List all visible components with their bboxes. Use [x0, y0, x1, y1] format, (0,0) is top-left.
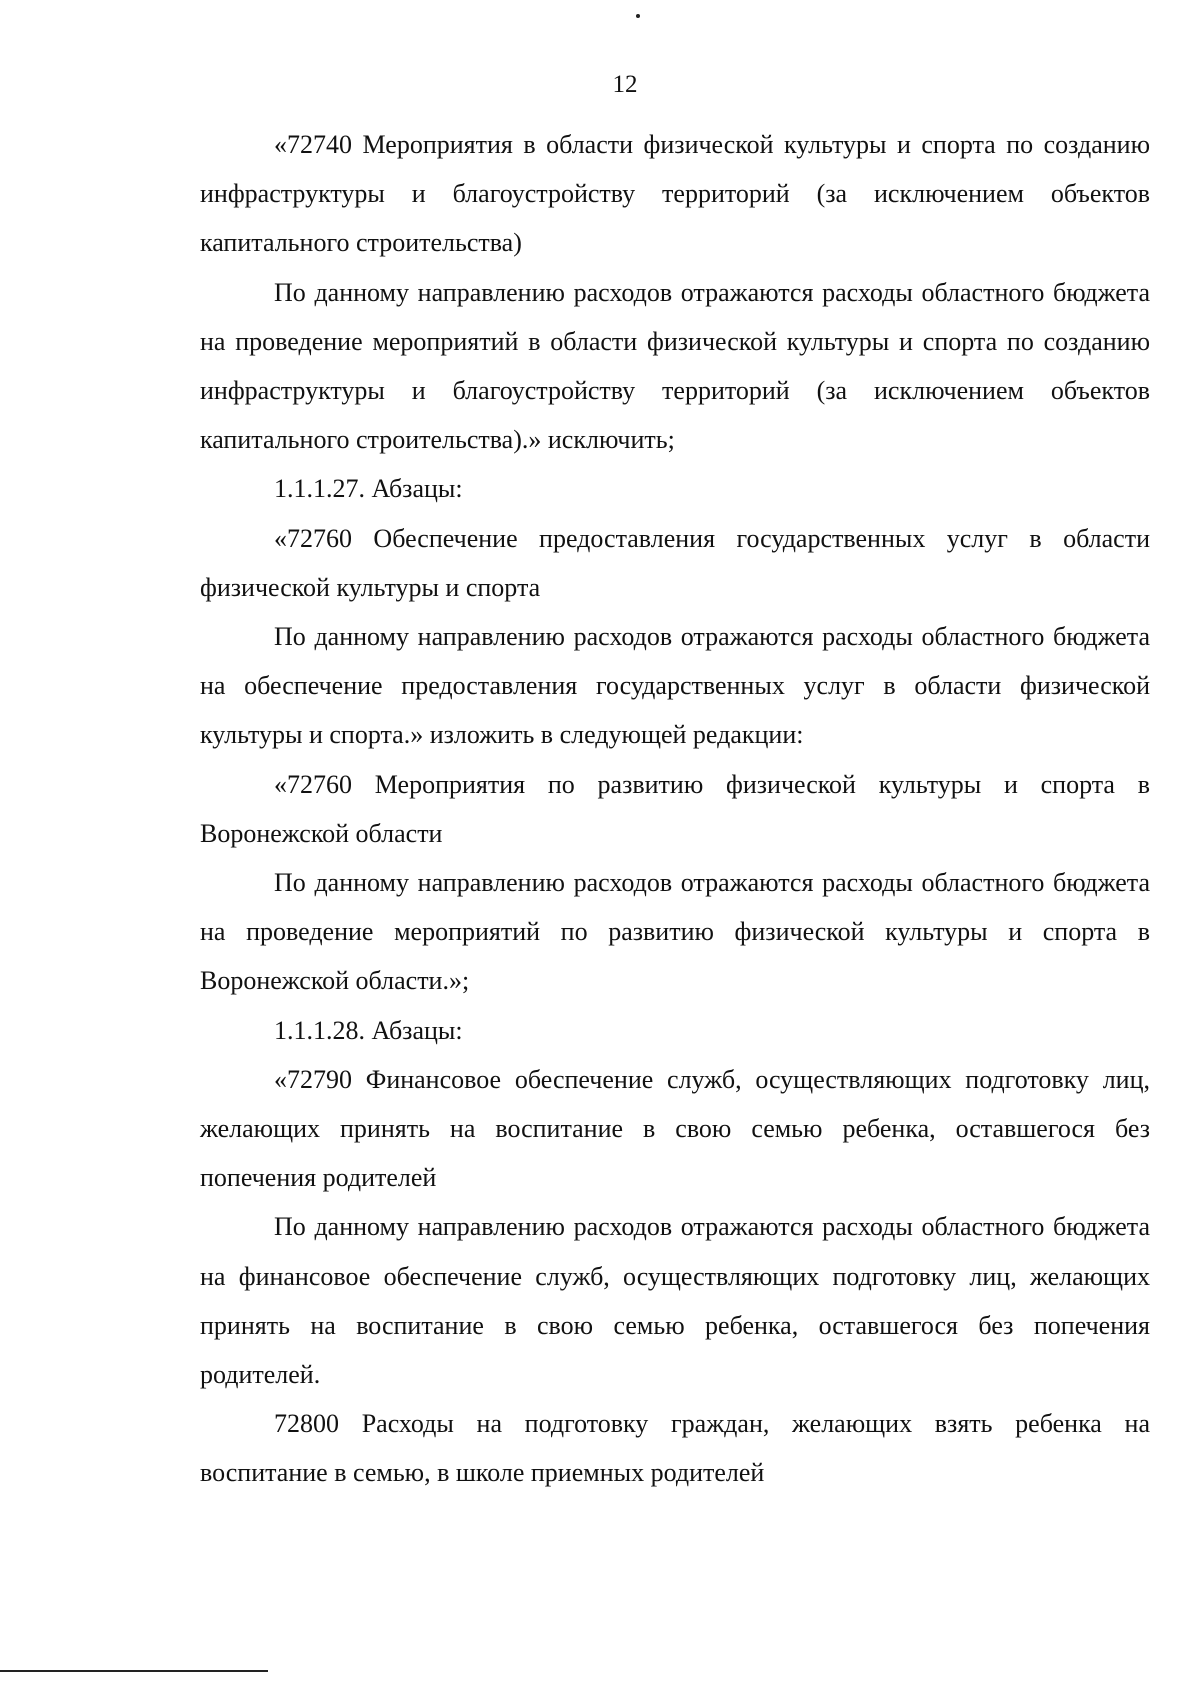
paragraph-72800-heading: 72800 Расходы на подготовку граждан, желающих взять ребенка на воспитание в семью, в школе приемных родителей [200, 1409, 1150, 1488]
paragraph-72760-new-description: По данному направлению расходов отражаются расходы областного бюджета на проведение мероприятий по развитию физической культуры и спорта в Воронежской области.»; [200, 868, 1150, 996]
paragraph-72760-old-description: По данному направлению расходов отражаются расходы областного бюджета на обеспечение предоставления государственных услуг в области физической культуры и спорта.» изложить в следующей редакции: [200, 622, 1150, 750]
clause-1-1-1-28: 1.1.1.28. Абзацы: [274, 1015, 463, 1045]
footnote-divider [0, 1670, 268, 1672]
paragraph-72790-description: По данному направлению расходов отражаются расходы областного бюджета на финансовое обеспечение служб, осуществляющих подготовку лиц, желающих принять на воспитание в свою семью ребенка, оставшегося без попечения родителей. [200, 1212, 1150, 1390]
paragraph-72790-heading: «72790 Финансовое обеспечение служб, осуществляющих подготовку лиц, желающих принять на воспитание в свою семью ребенка, оставшегося без попечения родителей [200, 1064, 1150, 1193]
document-body [200, 120, 1150, 1498]
paragraph-72740-heading: «72740 Мероприятия в области физической культуры и спорта по созданию инфраструктуры и благоустройству территорий (за исключением объектов капитального строительства) [200, 130, 1150, 258]
scan-artifact-dot [636, 14, 640, 18]
paragraph-72740-description: По данному направлению расходов отражаются расходы областного бюджета на проведение мероприятий в области физической культуры и спорта по созданию инфраструктуры и благоустройству территорий (за исключением объектов капитального строительства).» исключить; [200, 277, 1150, 455]
paragraph-72760-old-heading: «72760 Обеспечение предоставления государственных услуг в области физической культуры и спорта [200, 523, 1150, 602]
paragraph-72760-new-heading: «72760 Мероприятия по развитию физической культуры и спорта в Воронежской области [200, 769, 1150, 848]
page-number: 12 [612, 71, 638, 98]
clause-1-1-1-27: 1.1.1.27. Абзацы: [274, 474, 463, 504]
